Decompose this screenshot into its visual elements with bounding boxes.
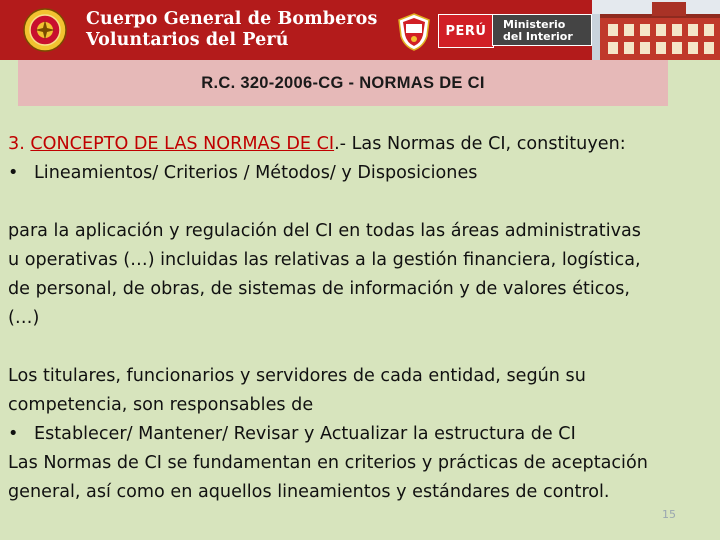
page-number: 15 xyxy=(662,508,676,521)
bomberos-emblem-icon xyxy=(22,6,68,54)
bullet-dot: • xyxy=(8,424,19,444)
ministerio-line1: Ministerio xyxy=(503,18,566,31)
peru-label-box xyxy=(438,14,494,48)
concept-number: 3. xyxy=(8,134,25,154)
para1-line2: u operativas (…) incluidas las relativas a la gestión financiera, logística, xyxy=(8,250,641,270)
header-title-line1: Cuerpo General de Bomberos xyxy=(86,9,378,29)
concept-heading xyxy=(8,130,720,159)
header-title xyxy=(86,9,377,51)
header-bar xyxy=(0,0,720,60)
para2-line1: Los titulares, funcionarios y servidores de cada entidad, según su xyxy=(8,366,586,386)
slide-title: R.C. 320-2006-CG - NORMAS DE CI xyxy=(201,73,485,92)
para3-line2: general, así como en aquellos lineamientos y estándares de control. xyxy=(8,482,610,502)
concept-rest: .- Las Normas de CI, constituyen: xyxy=(334,134,626,154)
bullet-lineamientos xyxy=(8,159,720,188)
para2-line2: competencia, son responsables de xyxy=(8,395,314,415)
para3-line1: Las Normas de CI se fundamentan en criterios y prácticas de aceptación xyxy=(8,453,648,473)
para1-line3: de personal, de obras, de sistemas de información y de valores éticos, xyxy=(8,279,631,299)
bullet-dot: • xyxy=(8,163,19,183)
header-title-line2: Voluntarios del Perú xyxy=(86,30,289,50)
para1-line1: para la aplicación y regulación del CI en todas las áreas administrativas xyxy=(8,221,641,241)
bullet-lineamientos-text: Lineamientos/ Criterios / Métodos/ y Disposiciones xyxy=(34,163,478,183)
peru-label: PERÚ xyxy=(445,23,487,39)
concept-title: CONCEPTO DE LAS NORMAS DE CI xyxy=(30,134,335,154)
slide-body xyxy=(8,130,720,507)
bullet-establecer-text: Establecer/ Mantener/ Revisar y Actualizar la estructura de CI xyxy=(34,424,576,444)
slide-title-banner xyxy=(18,60,668,106)
peru-coat-of-arms-icon xyxy=(396,12,432,52)
ministerio-line2: del Interior xyxy=(503,30,573,43)
para1-line4: (…) xyxy=(8,308,40,328)
bullet-establecer xyxy=(8,420,720,449)
ministerio-label-box xyxy=(492,14,592,46)
fire-station-building-image xyxy=(592,0,720,60)
